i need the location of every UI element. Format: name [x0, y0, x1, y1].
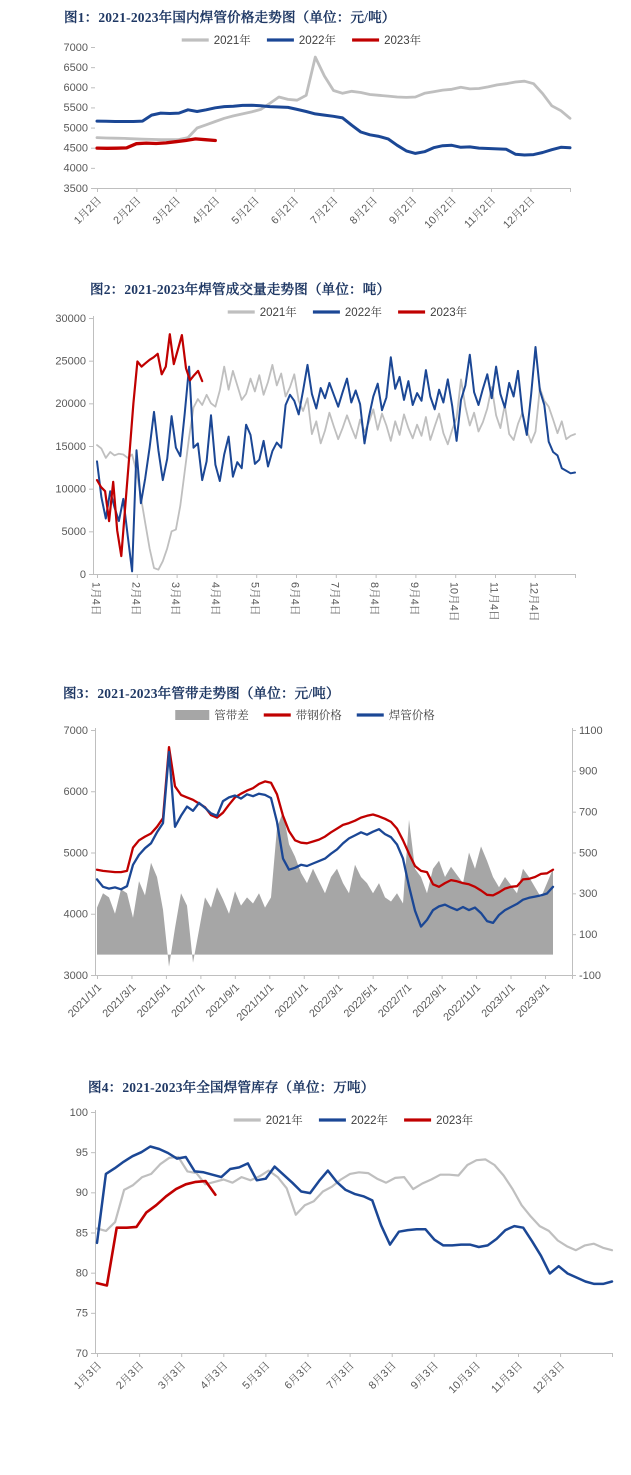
svg-text:2月3日: 2月3日 [113, 1359, 147, 1392]
legend [228, 305, 468, 319]
svg-text:2021/5/1: 2021/5/1 [134, 981, 174, 1020]
series-2022年 [97, 1147, 612, 1284]
svg-text:6月4日: 6月4日 [288, 582, 301, 616]
legend-item-2022年 [319, 1113, 389, 1127]
svg-text:5000: 5000 [61, 526, 86, 539]
legend-item-2021年 [182, 33, 252, 47]
chart1-title: 图1：2021-2023年国内焊管价格走势图（单位：元/吨） [64, 10, 396, 25]
svg-text:2月2日: 2月2日 [111, 194, 144, 227]
svg-text:90: 90 [75, 1187, 88, 1200]
svg-text:7月3日: 7月3日 [324, 1359, 357, 1392]
svg-text:焊管价格: 焊管价格 [388, 710, 435, 722]
svg-text:2021/1/1: 2021/1/1 [65, 981, 105, 1020]
svg-text:11月4日: 11月4日 [487, 582, 500, 621]
svg-text:5月2日: 5月2日 [229, 194, 262, 227]
svg-text:5000: 5000 [63, 847, 88, 860]
svg-text:4000: 4000 [63, 162, 88, 175]
svg-text:带钢价格: 带钢价格 [295, 710, 342, 722]
legend-item-2023年 [352, 33, 422, 47]
svg-text:2021年: 2021年 [265, 1115, 303, 1127]
svg-text:3500: 3500 [63, 182, 88, 195]
series-2021年 [97, 1157, 612, 1250]
chart3-plot [0, 706, 631, 1052]
chart2-plot [0, 302, 631, 644]
svg-text:8月4日: 8月4日 [368, 582, 381, 616]
svg-text:10月3日: 10月3日 [446, 1359, 484, 1397]
svg-text:300: 300 [579, 888, 598, 901]
svg-text:8月2日: 8月2日 [347, 194, 380, 227]
legend [182, 33, 422, 47]
svg-text:3000: 3000 [63, 969, 88, 982]
svg-text:2023年: 2023年 [430, 307, 468, 319]
svg-text:6000: 6000 [63, 786, 88, 799]
chart2-section [0, 280, 631, 644]
y-axis-labels [55, 313, 93, 581]
svg-text:2021年: 2021年 [213, 35, 251, 47]
svg-text:2022年: 2022年 [298, 35, 337, 47]
legend-item-2023年 [398, 305, 468, 319]
legend [234, 1113, 474, 1127]
svg-text:1月4日: 1月4日 [89, 582, 102, 616]
svg-text:12月2日: 12月2日 [501, 194, 538, 232]
svg-text:5500: 5500 [63, 102, 88, 115]
y2-axis-labels [572, 725, 603, 982]
legend-item-2023年 [404, 1113, 474, 1127]
series-管带差 [97, 812, 553, 967]
axes [93, 316, 575, 575]
svg-text:2023年: 2023年 [384, 35, 422, 47]
svg-text:7月4日: 7月4日 [328, 582, 341, 616]
svg-text:0: 0 [79, 568, 86, 581]
svg-text:85: 85 [75, 1227, 88, 1240]
svg-text:4500: 4500 [63, 142, 88, 155]
y-axis-labels [64, 725, 95, 982]
svg-text:11月3日: 11月3日 [489, 1359, 526, 1396]
series-2022年 [97, 347, 575, 571]
legend-item-2021年 [234, 1113, 304, 1127]
svg-text:30000: 30000 [55, 312, 86, 325]
svg-text:6月3日: 6月3日 [282, 1359, 315, 1392]
svg-text:5月3日: 5月3日 [240, 1359, 273, 1392]
svg-text:4月2日: 4月2日 [190, 194, 223, 227]
svg-text:10月2日: 10月2日 [422, 194, 459, 232]
legend [175, 708, 435, 722]
svg-text:70: 70 [75, 1347, 88, 1360]
svg-text:2023/3/1: 2023/3/1 [513, 981, 553, 1020]
svg-text:2022/3/1: 2022/3/1 [307, 981, 346, 1020]
svg-text:20000: 20000 [55, 398, 86, 411]
series-2021年 [97, 365, 575, 570]
svg-text:11月2日: 11月2日 [462, 194, 499, 231]
svg-text:2022/11/1: 2022/11/1 [441, 981, 484, 1024]
svg-text:9月4日: 9月4日 [407, 582, 420, 616]
svg-text:2021/3/1: 2021/3/1 [100, 981, 139, 1020]
svg-text:10000: 10000 [55, 483, 86, 496]
svg-text:2021年: 2021年 [259, 307, 297, 319]
x-axis-labels [71, 1353, 612, 1396]
chart3-section [0, 684, 631, 1052]
svg-text:12月4日: 12月4日 [527, 582, 540, 622]
svg-text:2023年: 2023年 [436, 1115, 474, 1127]
y-axis-labels [64, 42, 95, 195]
legend-item-2021年 [228, 305, 298, 319]
series-2023年 [97, 1181, 215, 1285]
svg-text:2022/7/1: 2022/7/1 [376, 981, 415, 1020]
svg-text:2022/1/1: 2022/1/1 [272, 981, 311, 1020]
svg-text:2022年: 2022年 [344, 307, 383, 319]
svg-text:500: 500 [579, 847, 598, 860]
svg-text:2021/7/1: 2021/7/1 [169, 981, 208, 1020]
svg-text:100: 100 [579, 928, 598, 941]
x-axis-labels [71, 188, 570, 231]
chart4-title: 图4：2021-2023年全国焊管库存（单位：万吨） [88, 1080, 375, 1095]
chart1-section [0, 8, 631, 244]
x-axis-labels [66, 975, 573, 1024]
svg-text:15000: 15000 [55, 440, 86, 453]
legend-item-2022年 [267, 33, 337, 47]
svg-text:7000: 7000 [63, 41, 88, 54]
svg-text:9月3日: 9月3日 [408, 1359, 441, 1392]
svg-text:12月3日: 12月3日 [530, 1359, 568, 1397]
svg-text:4月4日: 4月4日 [208, 582, 221, 616]
legend-item-2022年 [313, 305, 383, 319]
svg-text:5000: 5000 [63, 122, 88, 135]
y-axis-labels [70, 1107, 95, 1360]
legend-item-焊管价格 [357, 708, 435, 722]
svg-text:3月4日: 3月4日 [169, 582, 182, 616]
svg-text:2022/9/1: 2022/9/1 [410, 981, 449, 1020]
svg-text:2021/9/1: 2021/9/1 [203, 981, 242, 1020]
legend-item-管带差 [175, 708, 249, 722]
svg-text:900: 900 [579, 765, 598, 778]
svg-text:95: 95 [75, 1146, 88, 1159]
svg-text:3月2日: 3月2日 [150, 194, 183, 227]
svg-text:8月3日: 8月3日 [366, 1359, 399, 1392]
svg-text:1月2日: 1月2日 [71, 194, 105, 227]
svg-text:9月2日: 9月2日 [387, 194, 420, 227]
series-2022年 [97, 105, 570, 155]
svg-text:10月4日: 10月4日 [447, 582, 460, 622]
chart2-title: 图2：2021-2023年焊管成交量走势图（单位：吨） [90, 282, 391, 297]
svg-text:2023/1/1: 2023/1/1 [479, 981, 518, 1020]
x-axis-labels [90, 574, 576, 622]
svg-text:管带差: 管带差 [214, 710, 249, 722]
chart4-section [0, 1078, 631, 1440]
svg-text:4月3日: 4月3日 [198, 1359, 231, 1392]
chart3-title: 图3：2021-2023年管带走势图（单位：元/吨） [63, 686, 340, 701]
svg-text:80: 80 [75, 1267, 88, 1280]
svg-text:4000: 4000 [63, 908, 88, 921]
svg-text:5月4日: 5月4日 [248, 582, 261, 616]
svg-text:25000: 25000 [55, 355, 86, 368]
svg-text:2022年: 2022年 [350, 1115, 389, 1127]
chart1-plot [0, 30, 631, 244]
svg-text:7月2日: 7月2日 [308, 194, 341, 227]
chart4-plot [0, 1100, 631, 1440]
svg-text:6500: 6500 [63, 61, 88, 74]
axes [95, 1110, 612, 1354]
svg-text:3月3日: 3月3日 [156, 1359, 189, 1392]
svg-text:1月3日: 1月3日 [71, 1359, 105, 1392]
svg-text:2月4日: 2月4日 [129, 582, 142, 616]
svg-text:100: 100 [69, 1106, 88, 1119]
series-2021年 [97, 57, 570, 140]
svg-text:700: 700 [579, 806, 598, 819]
svg-text:2021/11/1: 2021/11/1 [234, 981, 277, 1024]
svg-text:-100: -100 [579, 969, 602, 982]
svg-text:6月2日: 6月2日 [268, 194, 302, 227]
svg-text:2022/5/1: 2022/5/1 [341, 981, 380, 1020]
svg-text:75: 75 [75, 1307, 88, 1320]
legend-item-带钢价格 [264, 708, 342, 722]
svg-text:6000: 6000 [63, 82, 88, 95]
svg-text:7000: 7000 [63, 724, 88, 737]
svg-text:1100: 1100 [579, 724, 603, 737]
